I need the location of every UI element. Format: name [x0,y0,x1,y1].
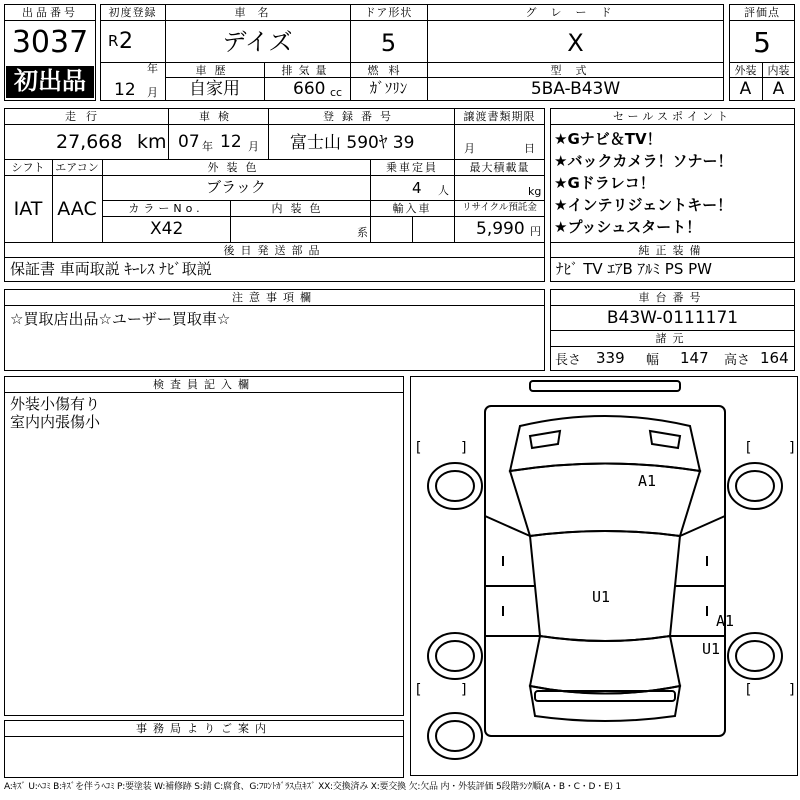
door-label: ドア形状 [364,6,413,19]
diagram-bracket: ] [460,440,469,456]
diagram-bracket: [ [744,682,753,698]
first-reg-label: 初度登録 [108,6,157,19]
divider [4,392,404,393]
transfer-month-unit: 月 [464,142,475,155]
capacity-value: 4 [412,179,422,197]
capacity-label: 乗車定員 [386,161,438,174]
model-value: 5BA-B43W [530,79,621,99]
ext-color-value: ブラック [206,178,266,196]
divider [4,124,545,125]
color-no-label: カラーNo. [128,202,204,215]
inspector-label: 検査員記入欄 [153,378,255,391]
divider [550,346,795,347]
divider [4,305,545,306]
recycle-unit: 円 [530,225,541,238]
diagram-bracket: [ [414,440,423,456]
inspection-year: 07 [178,132,200,152]
load-unit: kg [528,185,542,198]
ext-score-value: A [739,79,752,99]
dims-label: 諸元 [655,332,690,345]
first-reg-year: 2 [119,29,133,54]
divider [729,20,795,21]
length-value: 339 [596,349,625,367]
diagram-bracket: [ [744,440,753,456]
plate-label: 登録番号 [323,110,399,123]
divider [550,242,795,243]
sales-point-item: ★Gナビ＆TV！ [554,130,662,148]
car-name-label: 車名 [234,6,281,19]
fuel-label: 燃料 [367,64,410,77]
sales-point-item: ★インテリジェントキー！ [554,196,733,214]
sales-point-item: ★バックカメラ！ソナー！ [554,152,733,170]
notes-label: 注意事項欄 [232,291,317,304]
divider [412,216,413,242]
import-label: 輸入車 [392,202,432,215]
divider [165,77,724,78]
history-label: 車歴 [195,64,234,77]
height-label: 高さ [724,353,751,368]
diagram-bracket: ] [788,440,797,456]
car-damage-diagram [410,376,798,776]
chassis-label: 車台番号 [638,291,707,304]
lot-number-value: 3037 [11,25,89,60]
chassis-value: B43W-0111171 [606,308,739,328]
inspection-month-unit: 月 [248,140,259,153]
damage-mark-hood: A1 [638,472,657,490]
sales-point-item: ★プッシュスタート！ [554,218,702,236]
length-label: 長さ [555,353,582,368]
capacity-unit: 人 [438,184,449,197]
first-reg-era: R [108,32,119,50]
recycle-value: 5,990 [476,219,525,239]
recycle-label: リサイクル預託金 [462,202,537,213]
displacement-value: 660 [293,79,326,99]
model-label: 型式 [550,64,601,77]
divider [102,200,545,201]
aircon-label: エアコン [55,161,99,174]
int-color-unit: 系 [357,226,368,239]
aircon-value: AAC [57,198,97,220]
divider [4,20,96,21]
displacement-unit: cc [330,86,343,99]
car-name-value: デイズ [222,28,293,56]
equipment-label: 純正装備 [638,244,707,257]
door-value: 5 [380,29,397,57]
width-value: 147 [680,349,709,367]
inspection-year-unit: 年 [202,140,213,153]
diagram-bracket: [ [414,682,423,698]
fuel-value: ｶﾞｿﾘﾝ [369,79,408,97]
int-color-label: 内装色 [271,202,329,215]
inspector-line: 室内内張傷小 [10,413,101,431]
mileage-label: 走行 [65,110,107,123]
mileage-unit: km [137,131,167,153]
ext-score-label: 外装 [734,64,757,77]
sales-point-item: ★Gドラレコ！ [554,174,655,192]
displacement-label: 排気量 [281,64,333,77]
inspection-label: 車検 [199,110,237,123]
shift-label: シフト [11,161,45,174]
plate-value: 富士山 590ﾔ 39 [290,133,415,153]
notes-value: ☆買取店出品☆ユーザー買取車☆ [10,310,231,328]
mileage-value: 27,668 [56,131,123,153]
grade-value: X [567,29,584,57]
damage-mark-rear-quarter: U1 [702,640,721,658]
shift-value: IAT [13,198,43,220]
first-reg-year-unit: 年 [147,62,158,75]
damage-mark-roof: U1 [592,588,611,606]
diagram-bracket: ] [460,682,469,698]
color-no-value: X42 [150,219,184,239]
width-label: 幅 [646,353,660,368]
divider [550,257,795,258]
height-value: 164 [760,349,789,367]
divider [4,257,545,258]
divider [4,175,545,176]
divider [100,20,724,21]
divider [550,330,795,331]
divider [550,124,795,125]
load-label: 最大積載量 [469,161,530,174]
diagram-bracket: ] [788,682,797,698]
damage-code-legend: A:ｷｽﾞ U:ﾍｺﾐ B:ｷｽﾞを伴うﾍｺﾐ P:要塗装 W:補修跡 S:錆 C:腐食、G:ﾌﾛﾝﾄｶﾞﾗｽ点ｷｽﾞ XX:交換済み X:要交換 欠:欠品 内・外装評価 5段階ﾗﾝｸ順(A・B・C・D・E) 1 [4,782,622,792]
damage-mark-rear-door: A1 [716,612,735,630]
equipment-value: ﾅﾋﾞ TV ｴｱB ｱﾙﾐ PS PW [556,260,712,278]
later-parts-value: 保証書 車両取説 ｷｰﾚｽ ﾅﾋﾞ取説 [10,260,212,278]
transfer-label: 譲渡書類期限 [463,110,536,123]
divider [102,216,545,217]
sales-points-label: セールスポイント [612,110,732,123]
divider [4,242,545,243]
int-score-label: 内装 [767,64,790,77]
divider [550,305,795,306]
grade-label: グレード [525,6,626,19]
first-listing-label: 初出品 [14,67,86,95]
inspector-line: 外装小傷有り [10,395,101,413]
score-value: 5 [753,26,771,59]
divider [4,736,404,737]
first-reg-month-unit: 月 [147,86,158,99]
score-label: 評価点 [744,6,780,19]
divider [4,159,545,160]
int-score-value: A [772,79,785,99]
ext-color-label: 外装色 [207,161,265,174]
first-reg-month: 12 [114,80,136,100]
divider [100,62,724,63]
transfer-day-unit: 日 [524,142,535,155]
office-label: 事務局よりご案内 [136,722,272,735]
inspection-month: 12 [220,132,242,152]
lot-number-label: 出品番号 [22,6,78,19]
history-value: 自家用 [189,79,240,99]
later-parts-label: 後日発送部品 [223,244,326,257]
